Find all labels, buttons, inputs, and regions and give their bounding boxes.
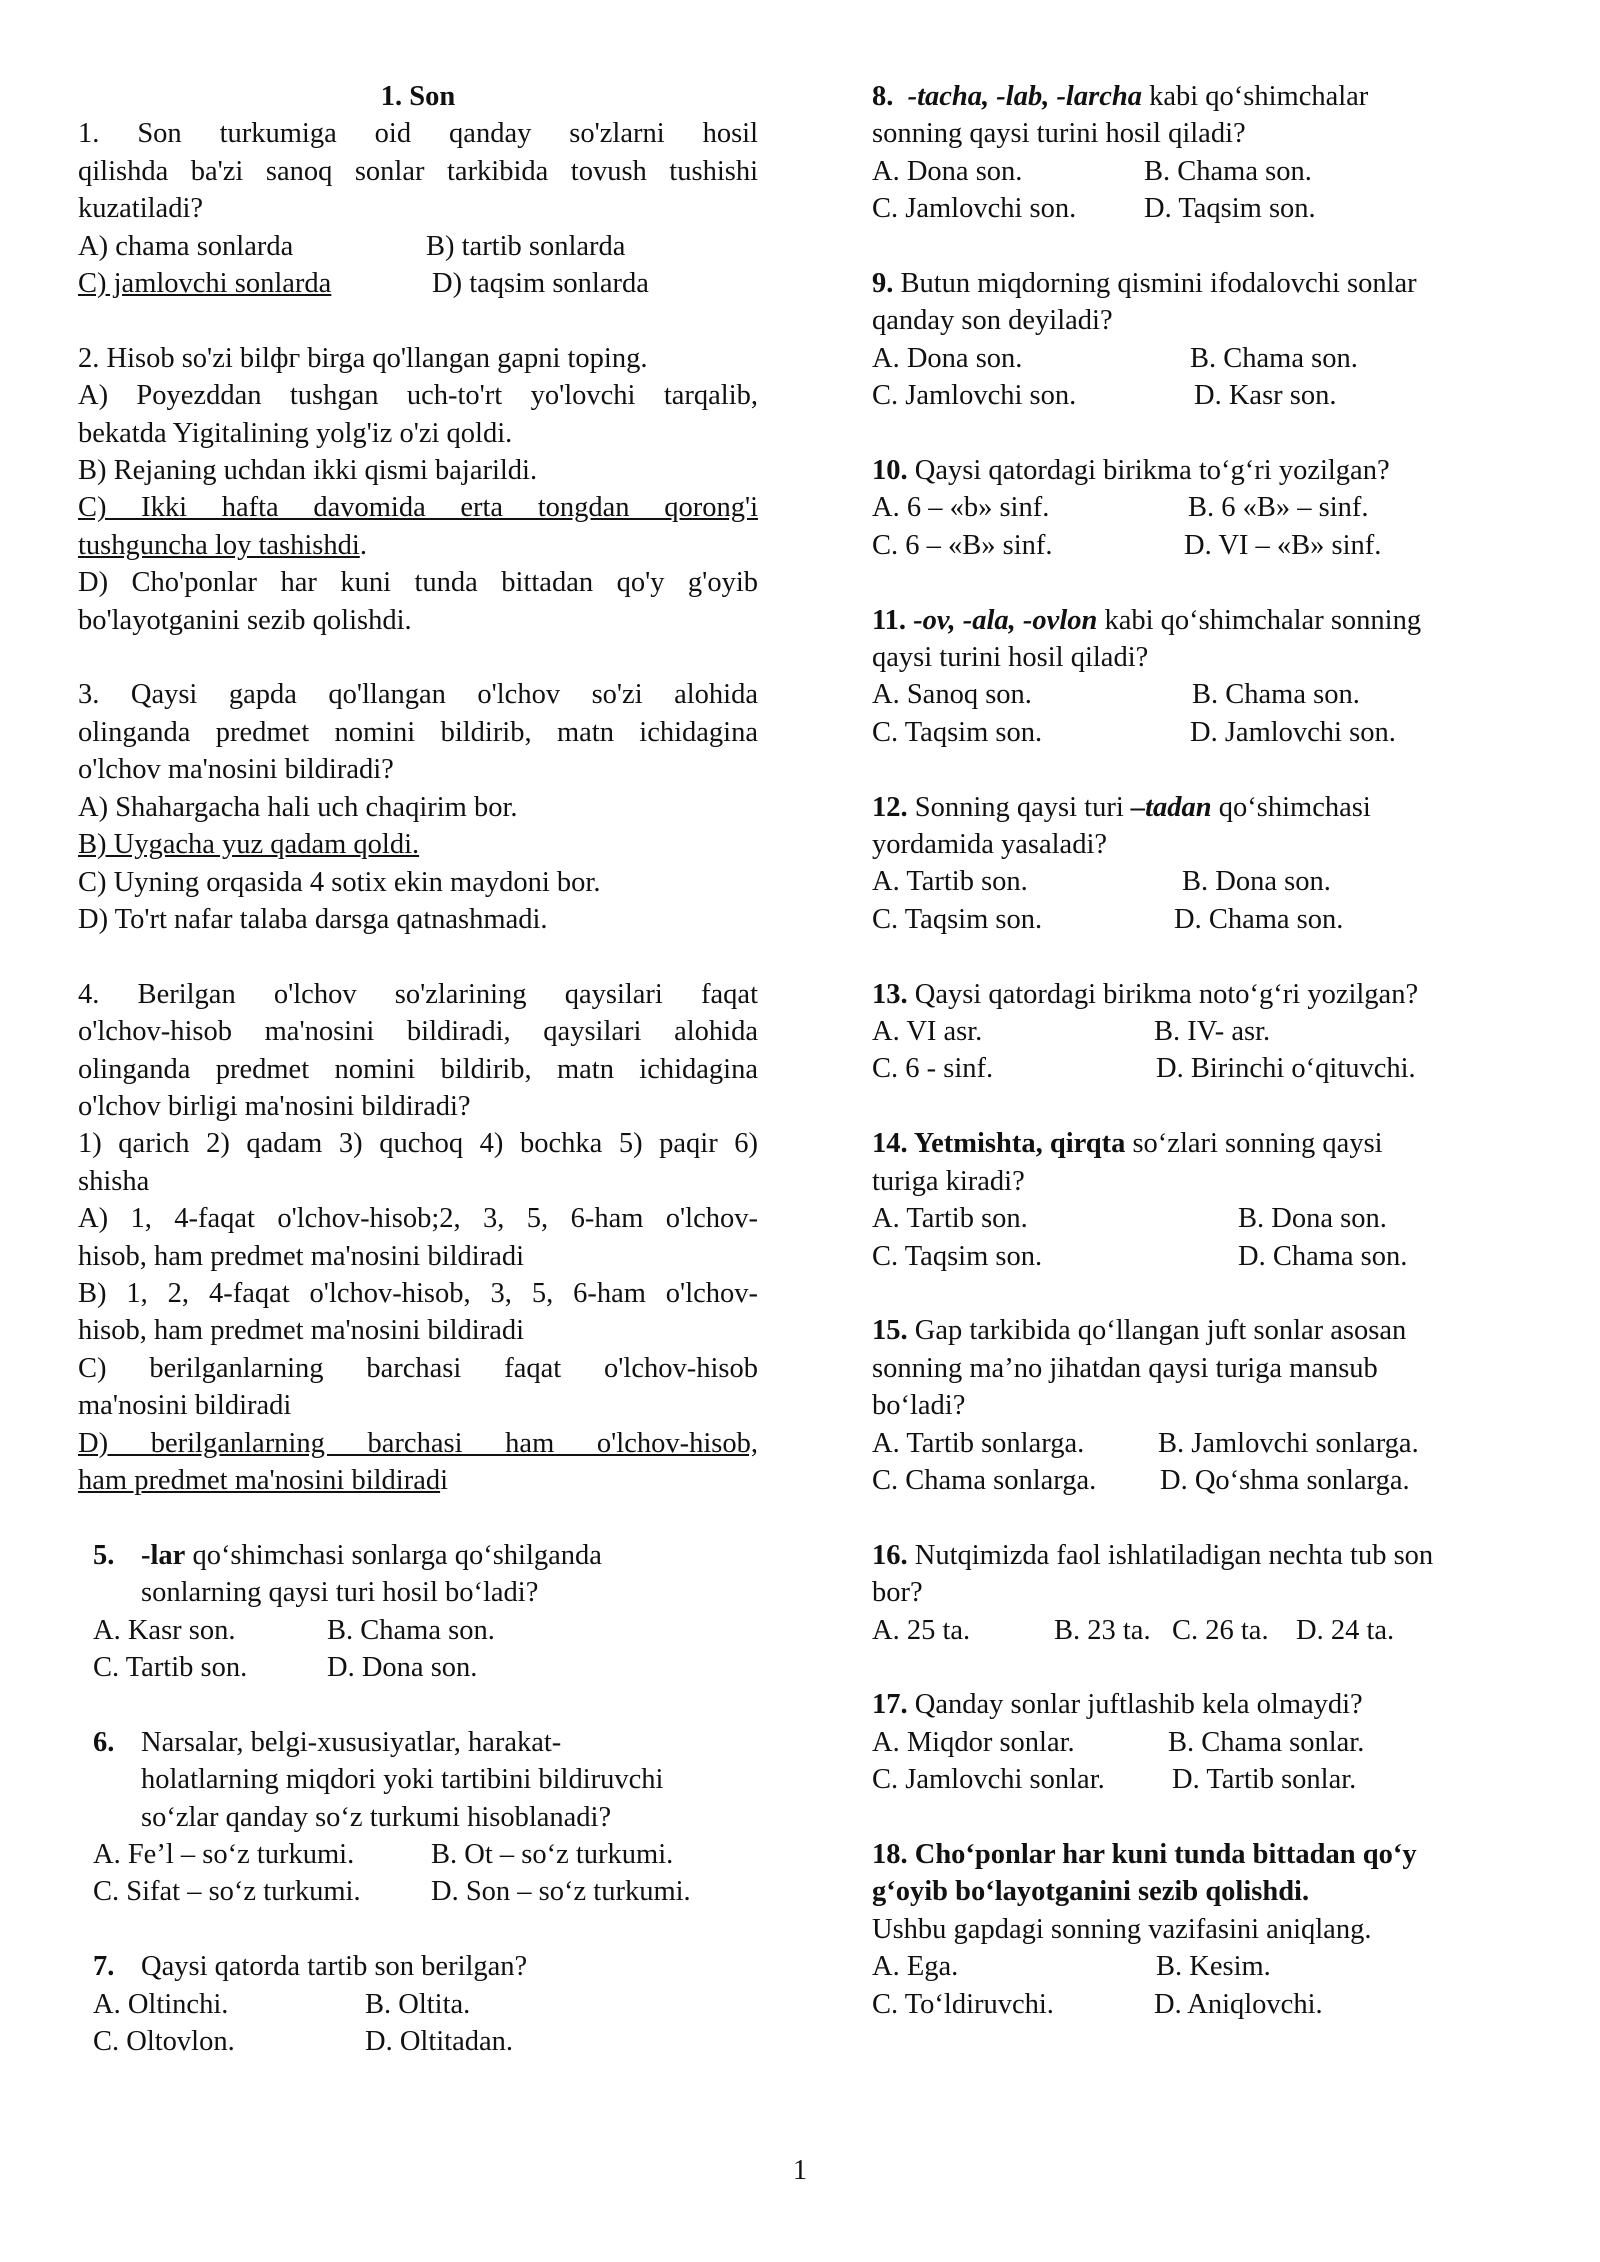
question-18-option-a: A. Ega.: [872, 1951, 959, 1983]
question-9-option-d: D. Kasr son.: [1194, 380, 1337, 412]
question-15-options-row-2: [872, 1462, 1532, 1499]
question-6: [78, 1724, 758, 1911]
question-7-stem-row: [93, 1948, 758, 1985]
question-12-option-b: B. Dona son.: [1182, 866, 1331, 898]
question-13-option-a: A. VI asr.: [872, 1016, 983, 1048]
question-18: [872, 1836, 1532, 2023]
question-17-number: 17.: [872, 1689, 908, 1721]
question-16-option-b: B. 23 ta.: [1054, 1614, 1151, 1646]
question-5: [78, 1537, 758, 1687]
question-16-stem-line-1: [872, 1537, 1532, 1574]
question-15-stem-line-3: bo‘ladi?: [872, 1390, 966, 1422]
question-10-option-b: B. 6 «B» – sinf.: [1188, 492, 1369, 524]
question-8-option-b: B. Chama son.: [1144, 155, 1312, 187]
question-15-stem-line-1: [872, 1312, 1532, 1349]
question-5-stem-rest: qo‘shimchasi sonlarga qo‘shilganda: [185, 1539, 602, 1571]
question-10-option-a: A. 6 – «b» sinf.: [872, 492, 1050, 524]
question-10-option-d: D. VI – «B» sinf.: [1184, 529, 1382, 561]
question-13-stem: Qaysi qatordagi birikma noto‘g‘ri yozilgan?: [907, 978, 1419, 1010]
question-4-stem-line-2: o'lchov-hisob ma'nosini bildiradi, qaysilari alohida: [78, 1016, 758, 1048]
question-11-number: 11.: [872, 604, 907, 636]
question-13-options-row-1: [872, 1013, 1532, 1050]
question-12-options-row-2: [872, 901, 1532, 938]
question-12-stem-line-2: yordamida yasaladi?: [872, 829, 1108, 861]
question-3-stem-line-3: o'lchov ma'nosini bildiradi?: [78, 754, 394, 786]
question-14-stem-rest: so‘zlari sonning qaysi: [1125, 1128, 1383, 1160]
question-11-option-b: B. Chama son.: [1192, 679, 1360, 711]
question-5-option-b: B. Chama son.: [327, 1614, 495, 1646]
question-16-stem-rest: Nutqimizda faol ishlatiladigan nechta tub son: [907, 1539, 1434, 1571]
question-13-stem-line: [872, 976, 1532, 1013]
question-3-stem-line-1: 3. Qaysi gapda qo'llangan o'lchov so'zi alohida: [78, 679, 758, 711]
question-12-options-row-1: [872, 863, 1532, 900]
question-1-options-row-2: [78, 265, 758, 302]
question-7-option-b: B. Oltita.: [365, 1988, 471, 2020]
question-10: [872, 452, 1532, 564]
question-6-stem-line-1-row: [93, 1724, 758, 1761]
question-14-option-c: C. Taqsim son.: [872, 1240, 1043, 1272]
question-11-bold-suffixes: -ov, -ala, -ovlon: [906, 604, 1098, 636]
question-10-options-row-2: [872, 527, 1532, 564]
question-14-option-d: D. Chama son.: [1238, 1240, 1408, 1272]
question-3-stem-line-2: olinganda predmet nomini bildirib, matn ichidagina: [78, 716, 758, 748]
question-14-options-row-2: [872, 1238, 1532, 1275]
question-7-number: 7.: [93, 1951, 115, 1983]
question-7-stem: Qaysi qatorda tartib son berilgan?: [141, 1951, 528, 1983]
question-1: [78, 115, 758, 302]
question-14-stem-line-1: [872, 1125, 1532, 1162]
question-6-stem-line-1: Narsalar, belgi-xususiyatlar, harakat-: [141, 1726, 562, 1758]
question-7-option-c: C. Oltovlon.: [93, 2026, 235, 2058]
question-3-option-c: C) Uyning orqasida 4 sotix ekin maydoni bor.: [78, 866, 601, 898]
question-4-option-c-line-2: ma'nosini bildiradi: [78, 1390, 292, 1422]
question-8-number: 8.: [872, 81, 894, 112]
question-5-option-a: A. Kasr son.: [93, 1614, 236, 1646]
question-5-stem-line-2-row: [93, 1574, 758, 1611]
question-18-option-d: D. Aniqlovchi.: [1154, 1988, 1323, 2020]
question-1-option-b: B) tartib sonlarda: [426, 230, 626, 262]
question-8-option-a: A. Dona son.: [872, 155, 1023, 187]
question-10-stem: Qaysi qatordagi birikma to‘g‘ri yozilgan?: [907, 455, 1390, 487]
question-11-option-a: A. Sanoq son.: [872, 679, 1032, 711]
question-3-option-b-correct: B) Uygacha yuz qadam qoldi.: [78, 829, 420, 861]
question-9-stem-line-1: [872, 265, 1532, 302]
question-16-option-a: A. 25 ta.: [872, 1614, 971, 1646]
question-18-option-c: C. To‘ldiruvchi.: [872, 1988, 1054, 2020]
question-3: [78, 676, 758, 938]
question-5-options-row-2: [93, 1649, 758, 1686]
question-8-bold-suffixes: -tacha, -lab, -larcha: [907, 81, 1142, 112]
question-13-options-row-2: [872, 1050, 1532, 1087]
question-4-stem-line-4: o'lchov birligi ma'nosini bildiradi?: [78, 1090, 471, 1122]
question-8-stem-line-1: [872, 78, 1532, 115]
question-14-option-b: B. Dona son.: [1238, 1203, 1387, 1235]
question-11-options-row-2: [872, 714, 1532, 751]
question-8-options-row-2: [872, 190, 1532, 227]
question-6-option-d: D. Son – so‘z turkumi.: [431, 1876, 691, 1908]
question-6-stem-line-3: so‘zlar qanday so‘z turkumi hisoblanadi?: [141, 1801, 612, 1833]
question-8-options-row-1: [872, 153, 1532, 190]
question-14: [872, 1125, 1532, 1275]
section-title: [78, 78, 758, 115]
question-2-option-d-line-1: D) Cho'ponlar har kuni tunda bittadan qo'y g'oyib: [78, 567, 758, 599]
question-17-option-a: A. Miqdor sonlar.: [872, 1726, 1075, 1758]
section-title-text: 1. Son: [380, 81, 456, 112]
question-11-option-c: C. Taqsim son.: [872, 716, 1043, 748]
question-6-stem-line-3-row: [93, 1799, 758, 1836]
question-14-bold-stem: 14. Yetmishta, qirqta: [872, 1128, 1126, 1160]
question-6-stem-line-2: holatlarning miqdori yoki tartibini bildiruvchi: [141, 1764, 664, 1796]
question-4-option-a-line-1: A) 1, 4-faqat o'lchov-hisob;2, 3, 5, 6-ham o'lchov-: [78, 1203, 758, 1235]
question-3-option-d: D) To'rt nafar talaba darsga qatnashmadi.: [78, 903, 548, 935]
question-6-options-row-1: [93, 1836, 758, 1873]
question-15-stem-line-2: sonning ma’no jihatdan qaysi turiga mansub: [872, 1352, 1378, 1384]
question-2-option-a-line-1: A) Poyezddan tushgan uch-to'rt yo'lovchi tarqalib,: [78, 380, 758, 412]
question-18-bold-line-1: 18. Cho‘ponlar har kuni tunda bittadan qo‘y: [872, 1838, 1417, 1870]
question-7-option-a: A. Oltinchi.: [93, 1988, 229, 2020]
question-15-option-a: A. Tartib sonlarga.: [872, 1427, 1085, 1459]
question-11: [872, 602, 1532, 752]
question-17-stem-line: [872, 1686, 1532, 1723]
question-9-options-row-1: [872, 340, 1532, 377]
question-4-option-d-tail: i: [440, 1464, 449, 1496]
question-4-option-c-line-1: C) berilganlarning barchasi faqat o'lchov-hisob: [78, 1352, 758, 1384]
question-1-stem-line-3: kuzatiladi?: [78, 193, 204, 225]
question-10-stem-line: [872, 452, 1532, 489]
question-8-option-c: C. Jamlovchi son.: [872, 193, 1077, 225]
question-4-stem-line-6: shisha: [78, 1165, 150, 1197]
question-1-option-d: D) taqsim sonlarda: [432, 268, 649, 300]
question-16-stem-line-2: bor?: [872, 1577, 923, 1609]
question-9-option-c: C. Jamlovchi son.: [872, 380, 1077, 412]
question-13: [872, 976, 1532, 1088]
question-16-number: 16.: [872, 1539, 908, 1571]
question-12-option-a: A. Tartib son.: [872, 866, 1028, 898]
question-8: [872, 78, 1532, 228]
question-13-option-b: B. IV- asr.: [1154, 1016, 1271, 1048]
question-12-stem-rest-1: Sonning qaysi turi: [907, 791, 1131, 823]
question-2-option-b: B) Rejaning uchdan ikki qismi bajarildi.: [78, 455, 538, 487]
question-4-option-b-line-2: hisob, ham predmet ma'nosini bildiradi: [78, 1315, 525, 1347]
question-4-option-a-line-2: hisob, ham predmet ma'nosini bildiradi: [78, 1240, 525, 1272]
question-10-number: 10.: [872, 455, 908, 487]
question-6-stem-line-2-row: [93, 1761, 758, 1798]
question-18-stem-line-3: Ushbu gapdagi sonning vazifasini aniqlang.: [872, 1913, 1372, 1945]
question-2-option-c-line-2: [78, 527, 758, 564]
question-15-option-c: C. Chama sonlarga.: [872, 1464, 1097, 1496]
question-1-option-a: A) chama sonlarda: [78, 230, 294, 262]
question-10-options-row-1: [872, 489, 1532, 526]
question-17-options-row-1: [872, 1724, 1532, 1761]
right-column: [872, 78, 1532, 2060]
question-2: [78, 340, 758, 639]
question-2-option-c-correct-line-1: C) Ikki hafta davomida erta tongdan qorong'i: [78, 492, 758, 524]
question-9-options-row-2: [872, 377, 1532, 414]
question-17: [872, 1686, 1532, 1798]
question-16-option-d: D. 24 ta.: [1296, 1614, 1395, 1646]
question-9-option-a: A. Dona son.: [872, 342, 1023, 374]
question-2-option-d-line-2: bo'layotganini sezib qolishdi.: [78, 604, 412, 636]
question-1-stem-line-1: 1. Son turkumiga oid qanday so'zlarni hosil: [78, 118, 758, 150]
question-6-options-row-2: [93, 1873, 758, 1910]
question-15-option-d: D. Qo‘shma sonlarga.: [1160, 1464, 1410, 1496]
question-8-option-d: D. Taqsim son.: [1144, 193, 1316, 225]
question-4-option-d-correct-line-1: D) berilganlarning barchasi ham o'lchov-hisob,: [78, 1427, 758, 1459]
question-5-option-d: D. Dona son.: [327, 1652, 478, 1683]
question-13-number: 13.: [872, 978, 908, 1010]
question-2-option-a-line-2: bekatda Yigitalining yolg'iz o'zi qoldi.: [78, 417, 513, 449]
question-17-options-row-2: [872, 1761, 1532, 1798]
question-5-stem-line-2: sonlarning qaysi turi hosil bo‘ladi?: [141, 1577, 539, 1609]
question-11-stem-rest: kabi qo‘shimchalar sonning: [1097, 604, 1422, 636]
question-12-number: 12.: [872, 791, 908, 823]
question-5-number: 5.: [93, 1539, 115, 1571]
question-5-option-c: C. Tartib son.: [93, 1652, 248, 1683]
question-17-option-b: B. Chama sonlar.: [1168, 1726, 1365, 1758]
page-number: 1: [792, 2155, 808, 2186]
question-15-number: 15.: [872, 1315, 908, 1347]
question-1-option-c-correct: C) jamlovchi sonlarda: [78, 268, 332, 300]
question-4-stem-line-5: 1) qarich 2) qadam 3) quchoq 4) bochka 5) paqir 6): [78, 1128, 758, 1160]
question-15-option-b: B. Jamlovchi sonlarga.: [1158, 1427, 1419, 1459]
question-2-option-c-correct-line-2: tushguncha loy tashishdi: [78, 529, 360, 561]
question-18-bold-line-2: g‘oyib bo‘layotganini sezib qolishdi.: [872, 1876, 1310, 1908]
question-11-stem-line-1: [872, 602, 1532, 639]
question-5-options-row-1: [93, 1612, 758, 1649]
question-13-option-c: C. 6 - sinf.: [872, 1053, 994, 1085]
question-2-option-c-period: .: [359, 529, 367, 561]
question-17-stem: Qanday sonlar juftlashib kela olmaydi?: [907, 1689, 1363, 1721]
question-7-options-row-1: [93, 1986, 758, 2023]
question-8-stem-rest: kabi qo‘shimchalar: [1141, 81, 1369, 112]
left-column: [78, 78, 758, 2098]
question-15-options-row-1: [872, 1425, 1532, 1462]
question-9-option-b: B. Chama son.: [1190, 342, 1358, 374]
question-17-option-c: C. Jamlovchi sonlar.: [872, 1764, 1105, 1796]
question-4-option-b-line-1: B) 1, 2, 4-faqat o'lchov-hisob, 3, 5, 6-ham o'lchov-: [78, 1277, 758, 1309]
question-6-option-a: A. Fe’l – so‘z turkumi.: [93, 1839, 355, 1871]
question-4-option-d-correct-line-2: ham predmet ma'nosini bildirad: [78, 1464, 441, 1496]
question-4-stem-line-1: 4. Berilgan o'lchov so'zlarining qaysilari faqat: [78, 978, 758, 1010]
question-18-option-b: B. Kesim.: [1156, 1951, 1271, 1983]
question-9: [872, 265, 1532, 415]
question-4-stem-line-3: olinganda predmet nomini bildirib, matn ichidagina: [78, 1053, 758, 1085]
question-12-option-d: D. Chama son.: [1174, 903, 1344, 935]
question-6-option-c: C. Sifat – so‘z turkumi.: [93, 1876, 361, 1908]
question-7: [78, 1948, 758, 2060]
question-7-option-d: D. Oltitadan.: [365, 2026, 514, 2058]
question-5-bold-suffix: -lar: [141, 1539, 186, 1571]
question-9-stem-line-2: qanday son deyiladi?: [872, 305, 1113, 337]
question-12-option-c: C. Taqsim son.: [872, 903, 1043, 935]
question-12-stem-rest-2: qo‘shimchasi: [1211, 791, 1371, 823]
question-6-number: 6.: [93, 1726, 115, 1758]
question-16-option-c: C. 26 ta.: [1172, 1614, 1269, 1646]
question-8-stem-line-2: sonning qaysi turini hosil qiladi?: [872, 118, 1246, 150]
question-14-stem-line-2: turiga kiradi?: [872, 1165, 1025, 1197]
question-11-stem-line-2: qaysi turini hosil qiladi?: [872, 642, 1149, 674]
question-4-option-d-line-2: [78, 1462, 758, 1499]
question-4: [78, 976, 758, 1500]
question-9-stem-rest: Butun miqdorning qismini ifodalovchi sonlar: [893, 268, 1417, 300]
question-3-option-a: A) Shahargacha hali uch chaqirim bor.: [78, 791, 518, 823]
question-12-stem-line-1: [872, 789, 1532, 826]
question-18-options-row-1: [872, 1948, 1532, 1985]
question-12-bold-suffix: –tadan: [1130, 791, 1212, 823]
question-14-options-row-1: [872, 1200, 1532, 1237]
question-9-number: 9.: [872, 268, 894, 300]
question-2-stem: 2. Hisob so'zi bilфг birga qo'llangan gapni toping.: [78, 342, 648, 374]
question-5-stem-line-1: [93, 1537, 758, 1574]
question-18-options-row-2: [872, 1986, 1532, 2023]
question-12: [872, 789, 1532, 939]
question-13-option-d: D. Birinchi o‘qituvchi.: [1156, 1053, 1416, 1085]
question-1-options-row-1: [78, 228, 758, 265]
question-14-option-a: A. Tartib son.: [872, 1203, 1028, 1235]
question-17-option-d: D. Tartib sonlar.: [1172, 1764, 1357, 1796]
question-11-options-row-1: [872, 676, 1532, 713]
question-11-option-d: D. Jamlovchi son.: [1190, 716, 1396, 748]
question-16: [872, 1537, 1532, 1649]
question-1-stem-line-2: qilishda ba'zi sanoq sonlar tarkibida tovush tushishi: [78, 155, 758, 187]
question-10-option-c: C. 6 – «B» sinf.: [872, 529, 1053, 561]
question-7-options-row-2: [93, 2023, 758, 2060]
question-6-option-b: B. Ot – so‘z turkumi.: [431, 1839, 674, 1871]
question-16-options-row: [872, 1612, 1532, 1649]
question-15-stem-rest: Gap tarkibida qo‘llangan juft sonlar asosan: [907, 1315, 1407, 1347]
question-15: [872, 1312, 1532, 1499]
